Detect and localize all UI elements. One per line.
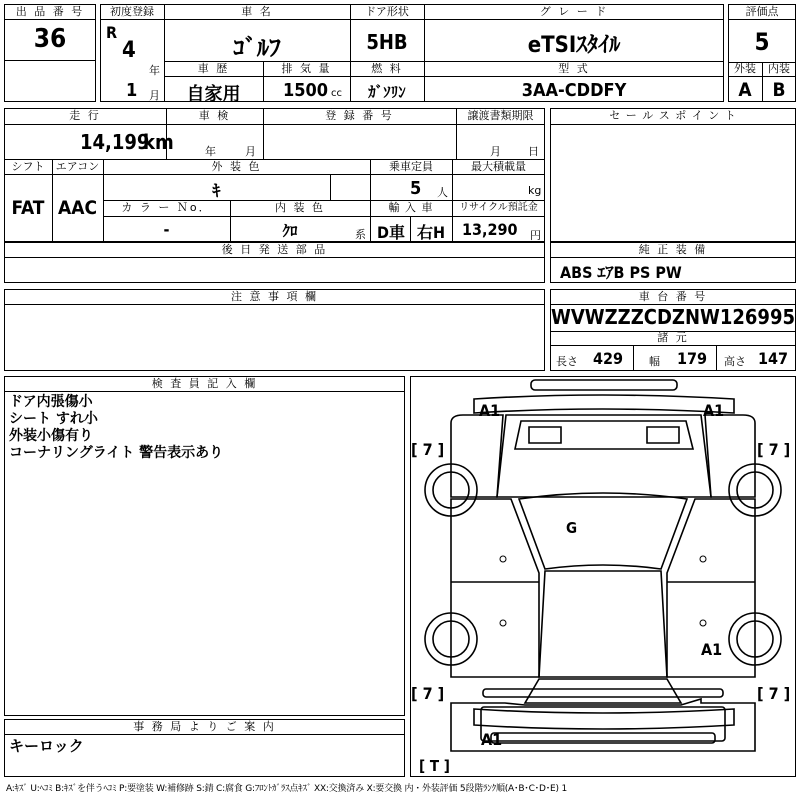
car-outline-diagram xyxy=(411,377,795,776)
length-value: 429 xyxy=(593,349,624,368)
interior-grade-header: 内装 xyxy=(768,62,790,75)
first-reg-header: 初度登録 xyxy=(110,5,154,18)
month-unit: 月 xyxy=(149,89,160,102)
mileage-value: 14,199 xyxy=(80,130,150,154)
history-header: 車 歴 xyxy=(197,62,230,75)
equipment-value: ABS ｴｱB PS PW xyxy=(560,263,682,282)
height-label: 高さ xyxy=(724,355,746,368)
mark-tire-rr: [ 7 ] xyxy=(757,684,791,703)
mileage-header: 走 行 xyxy=(69,109,101,122)
inspector-note-2: シート すれ小 xyxy=(9,411,98,427)
inspector-note-1: ドア内張傷小 xyxy=(9,394,93,410)
fuel-header: 燃 料 xyxy=(371,62,403,75)
capacity-value: 5 xyxy=(410,178,422,199)
legend-text: A:ｷｽﾞ U:ﾍｺﾐ B:ｷｽﾞを伴うﾍｺﾐ P:要塗装 W:補修跡 S:錆 C:腐食 G:ﾌﾛﾝﾄｶﾞﾗｽ点ｷｽﾞ XX:交換済み X:要交換 内・外装評価 5段階ﾗﾝｸ順(A･B･C･D･E) 1 xyxy=(6,784,567,794)
height-value: 147 xyxy=(758,349,789,368)
system-unit: 系 xyxy=(355,228,366,241)
steering-value: 右H xyxy=(416,223,446,242)
later-parts-header: 後 日 発 送 部 品 xyxy=(221,243,328,256)
mark-rear: A1 xyxy=(481,730,503,749)
car-name-header: 車 名 xyxy=(241,5,273,18)
chassis-no-value: WVWZZZCDZNW126995 xyxy=(551,305,795,329)
mark-tire-rl: [ 7 ] xyxy=(411,684,445,703)
max-load-header: 最大積載量 xyxy=(471,160,526,173)
car-name-value: ｺﾞﾙﾌ xyxy=(233,34,281,62)
inspection-year-unit: 年 xyxy=(205,145,216,158)
shift-value: FAT xyxy=(11,197,45,219)
kg-unit: kg xyxy=(528,184,542,197)
inspection-month-unit: 月 xyxy=(245,145,256,158)
office-header: 事 務 局 よ り ご 案 内 xyxy=(133,720,276,733)
displacement-header: 排 気 量 xyxy=(281,62,332,75)
km-unit: km xyxy=(143,130,174,154)
history-value: 自家用 xyxy=(186,84,241,105)
people-unit: 人 xyxy=(437,186,448,199)
import-type-value: D車 xyxy=(377,223,405,242)
yen-unit: 円 xyxy=(530,229,541,242)
mark-front-left: A1 xyxy=(479,401,501,420)
interior-grade-value: B xyxy=(772,79,786,101)
lot-no-header: 出 品 番 号 xyxy=(15,5,85,18)
year-unit: 年 xyxy=(149,64,160,77)
transfer-day-unit: 日 xyxy=(528,145,539,158)
mark-tire-fl: [ 7 ] xyxy=(411,440,445,459)
int-color-value: ｸﾛ xyxy=(282,222,298,240)
int-color-header: 内 装 色 xyxy=(275,201,325,214)
ext-color-header: 外 装 色 xyxy=(211,160,262,173)
recycle-header: リサイクル預託金 xyxy=(459,202,538,213)
ext-color-value: ｷ xyxy=(212,181,221,200)
grade-header: グ レ ー ド xyxy=(539,5,609,18)
model-code-header: 型 式 xyxy=(558,62,590,75)
era-value: R xyxy=(106,23,118,42)
width-value: 179 xyxy=(677,349,708,368)
score-header: 評価点 xyxy=(745,5,779,18)
reg-year-value: 4 xyxy=(122,38,136,63)
color-no-value: - xyxy=(163,220,170,239)
displacement-value: 1500 xyxy=(283,80,329,101)
width-label: 幅 xyxy=(649,355,660,368)
grade-value: eTSIｽﾀｲﾙ xyxy=(527,33,621,58)
mark-front-right: A1 xyxy=(703,401,725,420)
length-label: 長さ xyxy=(556,355,578,368)
damage-diagram xyxy=(410,376,796,777)
aircon-header: エアコン xyxy=(55,160,100,173)
lot-no-value: 36 xyxy=(33,24,67,54)
shift-header: シフト xyxy=(11,160,45,173)
mark-windshield: G xyxy=(566,519,578,537)
inspector-note-4: コーナリングライト 警告表示あり xyxy=(9,445,224,461)
exterior-grade-value: A xyxy=(738,79,752,101)
caution-header: 注 意 事 項 欄 xyxy=(231,290,318,303)
aircon-value: AAC xyxy=(57,197,97,219)
mark-rear-right-door: A1 xyxy=(701,640,723,659)
cc-unit: cc xyxy=(331,88,342,99)
inspection-header: 車 検 xyxy=(198,109,231,122)
exterior-grade-header: 外装 xyxy=(734,62,756,75)
reg-month-value: 1 xyxy=(126,80,138,101)
recycle-fee-value: 13,290 xyxy=(462,220,518,239)
model-code-value: 3AA-CDDFY xyxy=(521,80,627,101)
reg-no-header: 登 録 番 号 xyxy=(325,109,394,122)
transfer-month-unit: 月 xyxy=(490,145,501,158)
door-header: ドア形状 xyxy=(365,5,409,18)
color-no-header: カ ラ ー Ｎo． xyxy=(121,201,212,214)
mark-tire-fr: [ 7 ] xyxy=(757,440,791,459)
chassis-no-header: 車 台 番 号 xyxy=(638,290,708,303)
inspector-header: 検 査 員 記 入 欄 xyxy=(151,377,258,390)
capacity-header: 乗車定員 xyxy=(389,160,433,173)
import-header: 輸 入 車 xyxy=(388,201,434,214)
fuel-value: ｶﾞｿﾘﾝ xyxy=(368,83,406,101)
door-value: 5HB xyxy=(366,30,408,54)
specs-header: 諸 元 xyxy=(657,331,689,344)
mark-trunk: [ T ] xyxy=(419,757,450,775)
score-value: 5 xyxy=(754,28,770,56)
genuine-equip-header: 純 正 装 備 xyxy=(638,243,708,256)
sales-point-header: セ ー ル ス ポ イ ン ト xyxy=(609,109,737,122)
inspector-note-3: 外装小傷有り xyxy=(9,428,93,444)
office-note: キーロック xyxy=(9,737,84,755)
transfer-doc-header: 譲渡書類期限 xyxy=(467,109,534,122)
